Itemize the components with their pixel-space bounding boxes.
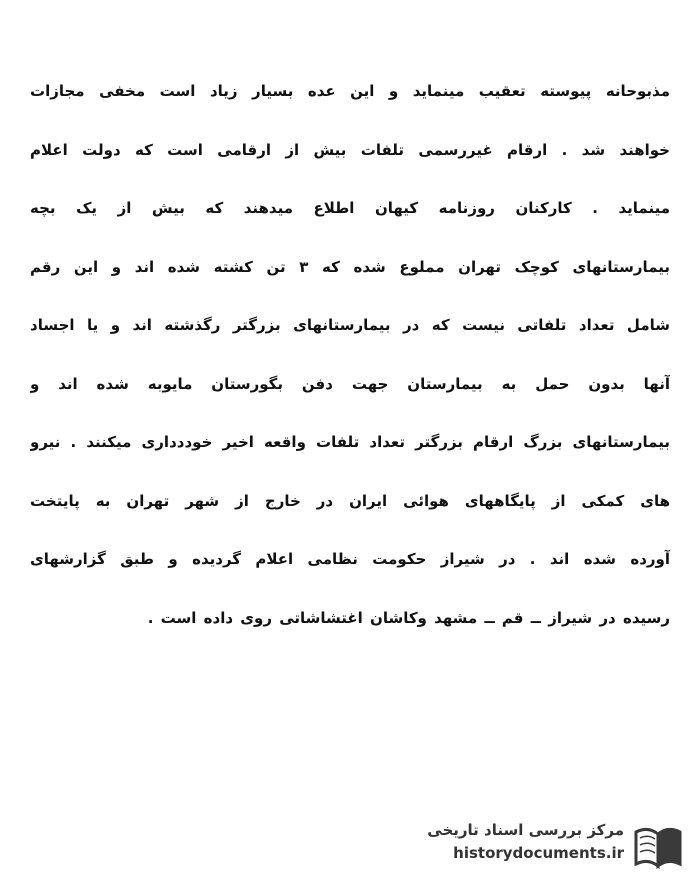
typed-text-body [30,62,670,647]
watermark-text [404,818,624,864]
text-line-9: آورده شده اند . در شیراز حکومت نظامی اعلام گردیده و طبق گزارشهای [30,550,670,568]
text-line-10: رسیده در شیراز ــ قم ــ مشهد وکاشان اغتشاشاتی روی داده است . [147,608,670,627]
text-line-6: آنها بدون حمل به بیمارستان جهت دفن بگورستان مایوبه شده اند و [30,374,670,393]
watermark-url: historydocuments.ir [453,844,624,862]
text-line-1: مذبوحانه پیوسته تعقیب مینماید و این عده بسیار زیاد است مخفی مجازات [30,82,670,100]
watermark-title: مرکز بررسی اسناد تاریخی [427,821,624,839]
text-line-4: بیمارستانهای کوچک تهران مملوع شده که ۳ تن کشته شده اند و این رقم [30,257,670,276]
open-book-icon [630,822,686,872]
text-line-8: های کمکی از پایگاههای هوائی ایران در خارج از شهر تهران به پایتخت [30,491,670,510]
text-line-7: بیمارستانهای بزرگ ارقام بزرگتر تعداد تلفات واقعه اخیر خوددداری میکنند . نیرو [30,433,670,451]
text-line-2: خواهند شد . ارقام غیررسمی تلفات بیش از ارقامی است که دولت اعلام [30,140,670,159]
text-line-3: مینماید . کارکنان روزنامه کیهان اطلاع میدهند که بیش از یک بچه [30,199,670,217]
text-line-5: شامل تعداد تلفاتی نیست که در بیمارستانهای بزرگتر رگذشته اند و یا اجساد [30,316,670,334]
archive-watermark [406,818,686,874]
